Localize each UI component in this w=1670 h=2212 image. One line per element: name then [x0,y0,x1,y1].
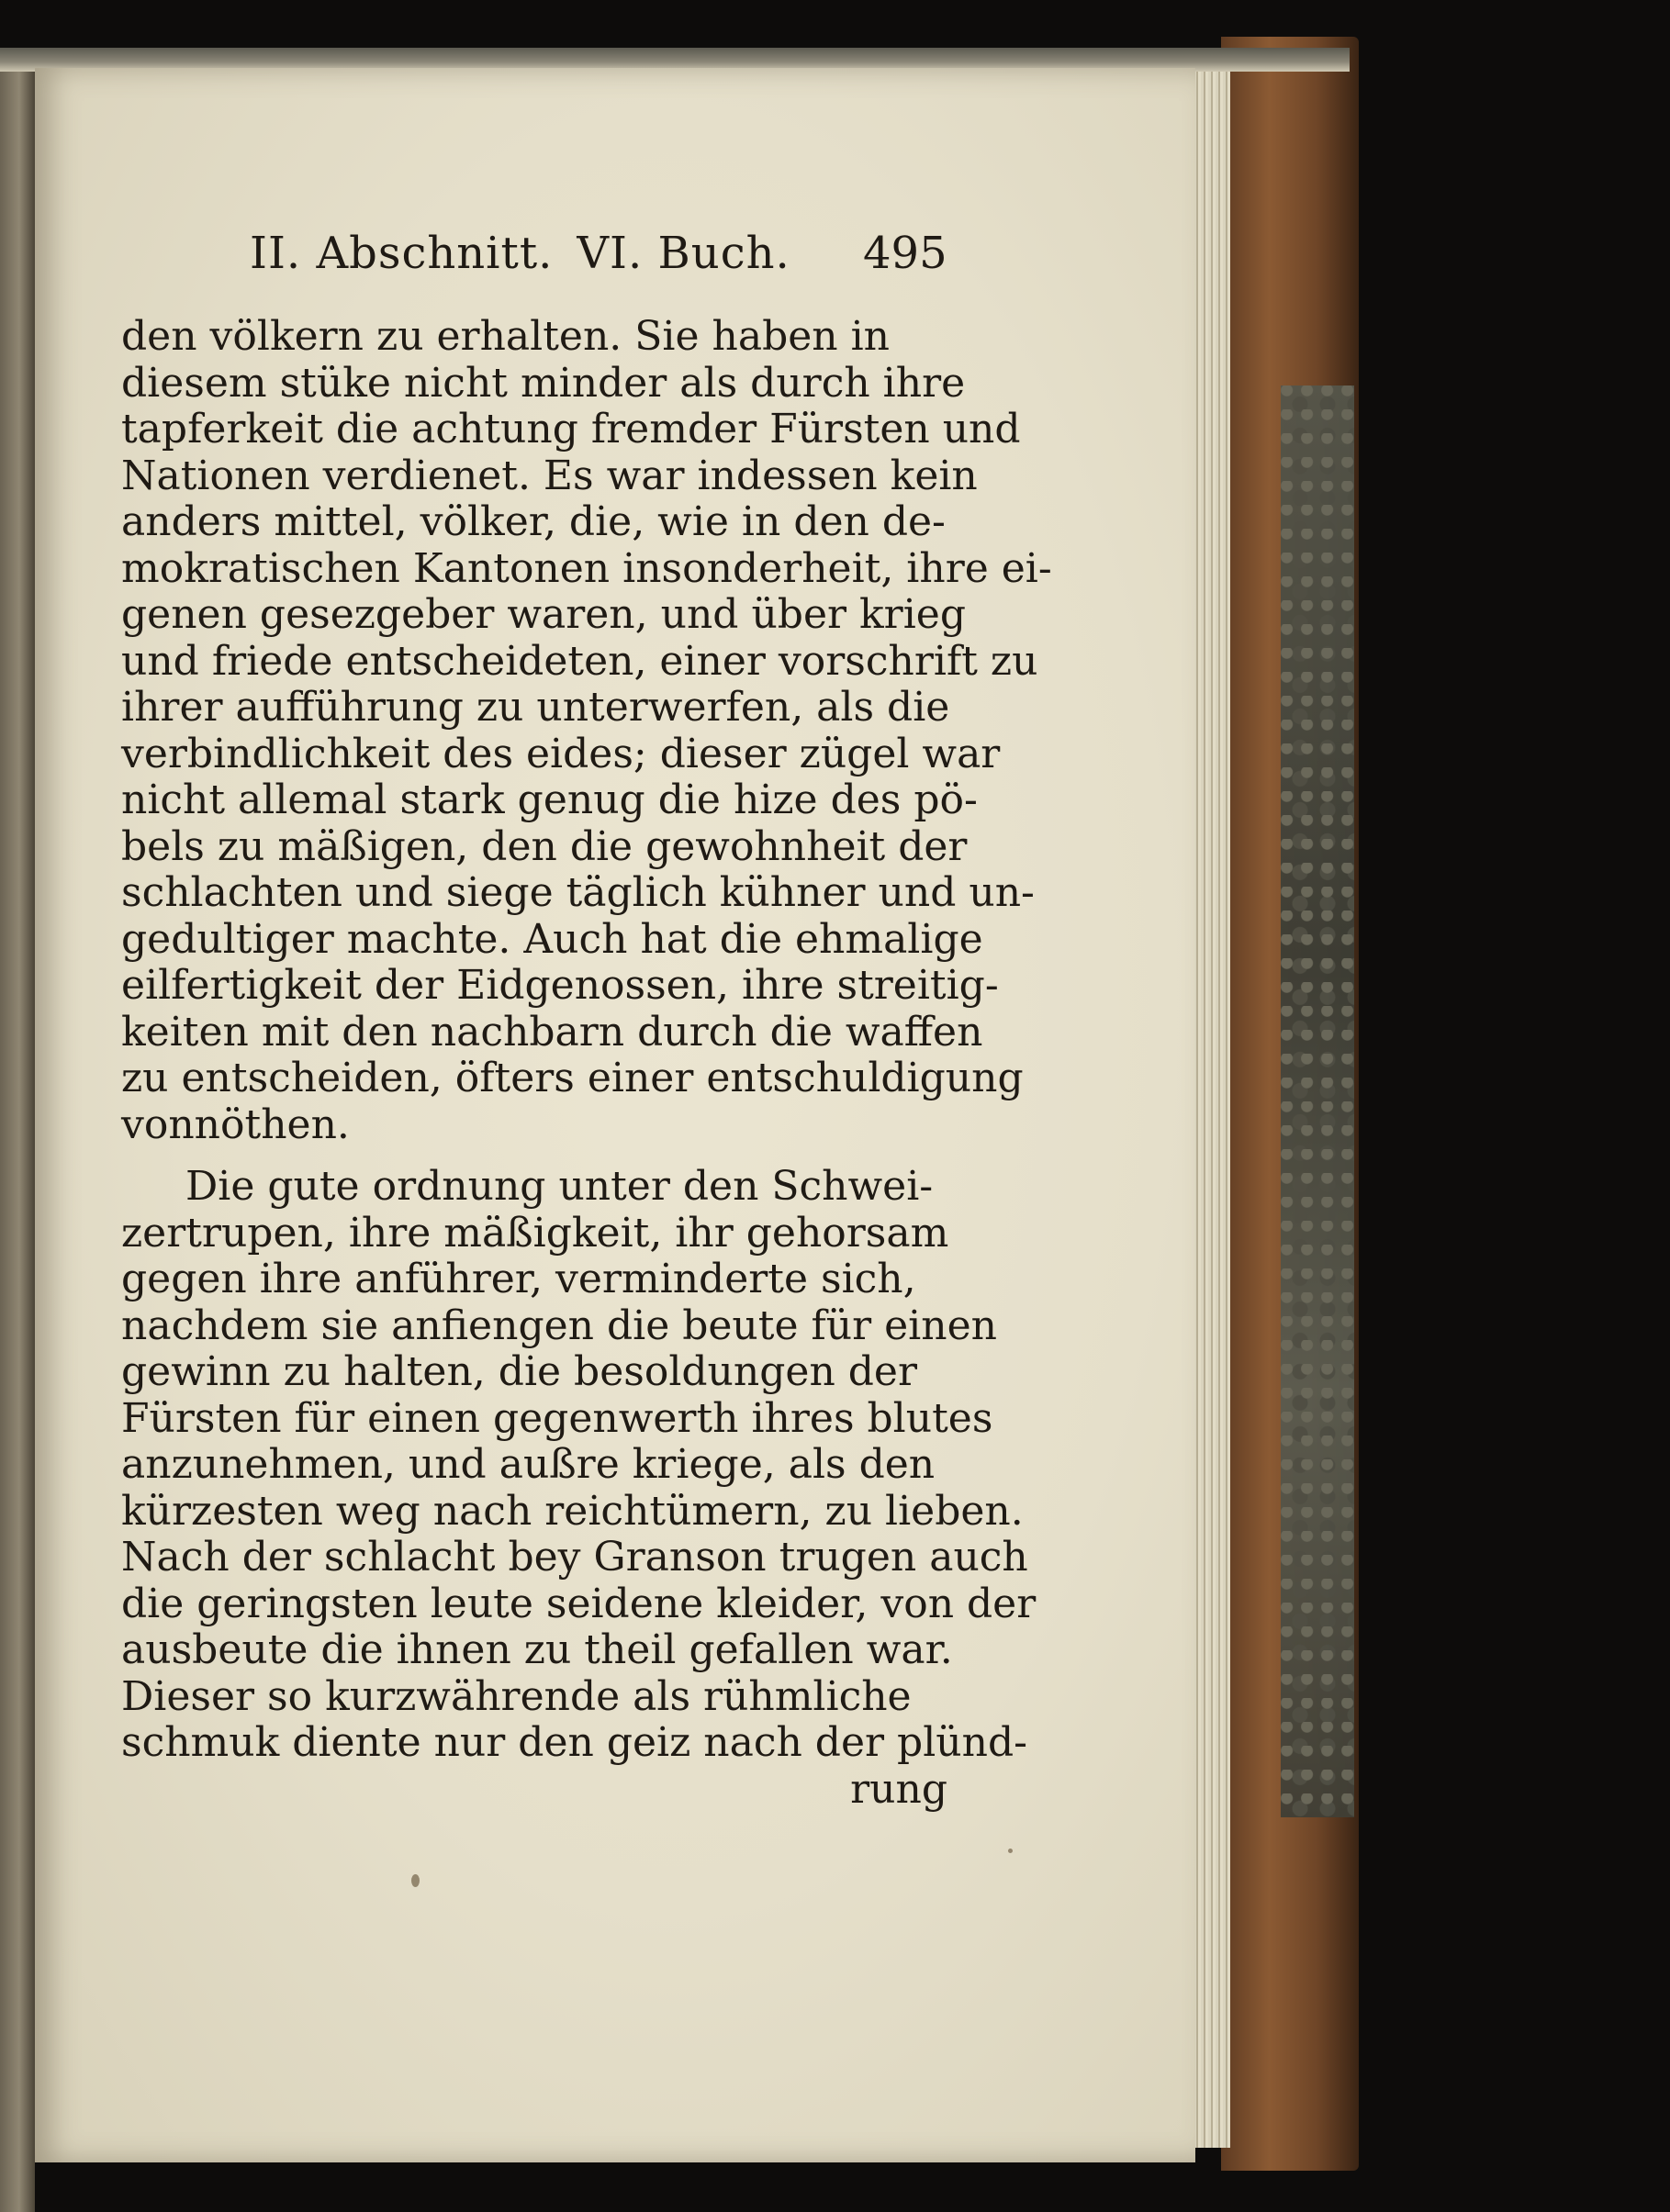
text-line: anzunehmen, und außre kriege, als den [121,1441,936,1488]
text-line: gedultiger machte. Auch hat die ehmalige [121,915,983,963]
text-line: nicht allemal stark genug die hize des pö- [121,776,978,823]
running-head-part: II. Abschnitt. [250,228,554,279]
page-number: 495 [863,228,947,279]
page-edges [1194,64,1230,2148]
marbled-cover-panel [1281,385,1354,1817]
paper-speck [411,1874,420,1887]
text-line: vonnöthen. [121,1100,350,1148]
text-line: gegen ihre anführer, verminderte sich, [121,1256,916,1302]
paper-speck [1008,1849,1013,1853]
text-line: genen gesezgeber waren, und über krieg [121,591,966,638]
text-line: zu entscheiden, öfters einer entschuldigung [121,1055,1024,1101]
text-line: Dieser so kurzwährende als rühmliche [121,1672,912,1720]
text-line: Nach der schlacht bey Granson trugen auch [121,1534,1028,1581]
text-line: keiten mit den nachbarn durch die waffen [121,1008,983,1056]
text-line: ihrer aufführung zu unterwerfen, als die [121,684,950,731]
text-line: ausbeute die ihnen zu theil gefallen war. [121,1626,953,1673]
text-line: kürzesten weg nach reichtümern, zu lieben. [121,1487,1024,1535]
text-line: nachdem sie anfiengen die beute für einen [121,1302,997,1349]
text-line: mokratischen Kantonen insonderheit, ihre ei- [121,544,1052,592]
text-line: und friede entscheideten, einer vorschrift zu [121,637,1038,685]
text-line: verbindlichkeit des eides; dieser zügel war [121,730,1001,777]
text-line: gewinn zu halten, die besoldungen der [121,1348,918,1395]
text-line: diesem stüke nicht minder als durch ihre [121,359,966,407]
paragraph [121,1163,1037,1813]
text-line: die geringsten leute seidene kleider, von der [121,1580,1037,1627]
paragraph [121,313,1052,1148]
catchword: rung [850,1765,947,1813]
text-line: zertrupen, ihre mäßigkeit, ihr gehorsam [121,1209,949,1257]
text-line: Die gute ordnung unter den Schwei- [185,1163,934,1210]
running-head-book: VI. Buch. [577,228,790,279]
text-line: schmuk diente nur den geiz nach der plünd- [121,1719,1027,1766]
text-line: anders mittel, völker, die, wie in den de- [121,498,946,545]
text-line: tapferkeit die achtung fremder Fürsten und [121,406,1021,452]
text-line: Nationen verdienet. Es war indessen kein [121,452,978,499]
text-line: Fürsten für einen gegenwerth ihres blutes [121,1394,993,1442]
text-line: bels zu mäßigen, den die gewohnheit der [121,822,968,870]
text-line: den völkern zu erhalten. Sie haben in [121,313,891,360]
facing-page-edge [0,48,35,2212]
text-line: schlachten und siege täglich kühner und un- [121,869,1035,916]
text-line: eilfertigkeit der Eidgenossen, ihre streitig- [121,962,999,1009]
